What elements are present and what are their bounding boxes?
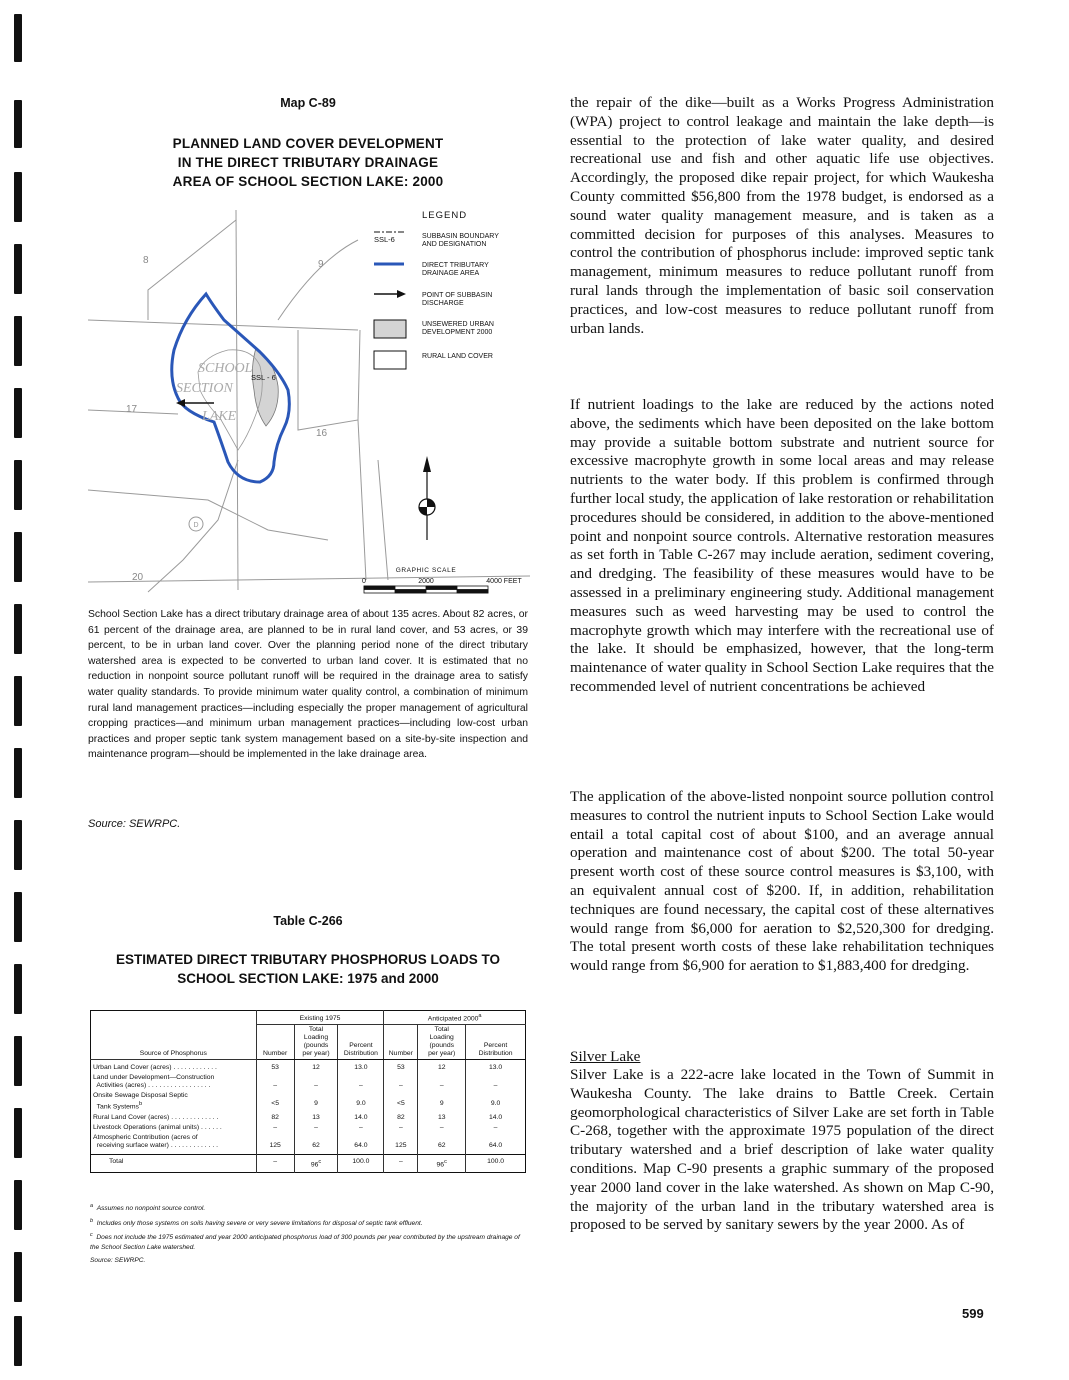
col-number: Number bbox=[384, 1025, 418, 1060]
table-title-line: SCHOOL SECTION LAKE: 1975 and 2000 bbox=[177, 971, 439, 986]
row-value: – bbox=[384, 1123, 418, 1133]
binding-mark bbox=[14, 964, 22, 1014]
page-number: 599 bbox=[962, 1306, 984, 1321]
svg-text:DISCHARGE: DISCHARGE bbox=[422, 300, 464, 307]
scale-mid: 2000 bbox=[418, 578, 434, 585]
binding-mark bbox=[14, 820, 22, 870]
table-notes bbox=[90, 1202, 530, 1268]
row-value: – bbox=[338, 1123, 384, 1133]
row-value: 125 bbox=[384, 1133, 418, 1155]
binding-mark bbox=[14, 892, 22, 942]
col-percent: Percent Distribution bbox=[338, 1025, 384, 1060]
row-value: 9 bbox=[418, 1091, 466, 1112]
svg-text:D: D bbox=[193, 522, 199, 529]
row-value: 125 bbox=[256, 1133, 294, 1155]
legend-subbasin-label: SUBBASIN BOUNDARY bbox=[422, 233, 499, 240]
legend-ssl-symbol: SSL-6 bbox=[374, 235, 395, 244]
row-value: 62 bbox=[294, 1133, 338, 1155]
col-loading: Total Loading (pounds per year) bbox=[294, 1025, 338, 1060]
row-source: Urban Land Cover (acres) . . . . . . . . . . . . bbox=[93, 1064, 217, 1072]
col-loading: Total Loading (pounds per year) bbox=[418, 1025, 466, 1060]
section-number: 9 bbox=[318, 259, 324, 270]
row-value: 9.0 bbox=[338, 1091, 384, 1112]
row-value: 64.0 bbox=[338, 1133, 384, 1155]
lake-label: LAKE bbox=[202, 409, 237, 424]
row-value: 64.0 bbox=[466, 1133, 526, 1155]
body-paragraph-2: If nutrient loadings to the lake are reduced by the actions noted above, the sediments which have been deposited on the lake bottom may provide a suitable bottom substrate and nutrient source for excessive macrophyte growth in some local areas and may release nutrients to the water body. If this problem is confirmed through further local study, the application of lake restoration or rehabilitation procedures should be considered, in addition to the above-mentioned point and nonpoint source controls. Alternative restoration measures as set forth in Table C-267 may include aeration, sediment covering, and dredging. The feasibility of these measures would have to be assessed in a preliminary engineering study. Additional management measures such as weed harvesting may be used to control the macrophyte growth which may interfere with the recreational use of the lake. It should be emphasized, however, that the long-term maintenance of water quality in School Section Lake requires that the recommended level of nutrient concentrations be achieved bbox=[570, 396, 994, 695]
col-source: Source of Phosphorus bbox=[91, 1011, 257, 1060]
row-value: 9 bbox=[294, 1091, 338, 1112]
scale-bar bbox=[364, 586, 488, 593]
north-arrow-icon bbox=[419, 456, 435, 540]
row-value: 13 bbox=[294, 1113, 338, 1123]
body-paragraph-3: The application of the above-listed nonpoint source pollution control measures to control the nutrient inputs to School Section Lake would entail a total capital cost of about $100, and an average annual operation and maintenance cost of about $200. The total 50-year present worth cost of these source control measures is $3,100, with an equivalent annual cost of $200. If, in addition, rehabilitation techniques are found necessary, the capital cost of these alternatives would range from $6,000 for aeration to $2,520,300 for dredging. The total present worth costs of these lake rehabilitation techniques would range from $6,900 for aeration to $1,883,400 for dredging. bbox=[570, 788, 994, 975]
table-source: Source: SEWRPC. bbox=[90, 1256, 146, 1264]
row-value: – bbox=[294, 1073, 338, 1091]
row-source: Rural Land Cover (acres) . . . . . . . . . . . . . bbox=[93, 1113, 219, 1121]
phosphorus-table bbox=[90, 1010, 526, 1173]
binding-mark bbox=[14, 1036, 22, 1086]
map-label: Map C-89 bbox=[280, 96, 336, 110]
binding-mark bbox=[14, 1180, 22, 1230]
legend-tributary-label: DIRECT TRIBUTARY bbox=[422, 262, 489, 269]
row-value: – bbox=[384, 1073, 418, 1091]
row-value: 13.0 bbox=[466, 1060, 526, 1074]
binding-mark bbox=[14, 388, 22, 438]
row-value: 53 bbox=[384, 1060, 418, 1074]
scale-title: GRAPHIC SCALE bbox=[395, 567, 457, 574]
silver-lake-heading: Silver Lake bbox=[570, 1048, 641, 1065]
col-number: Number bbox=[256, 1025, 294, 1060]
row-source: Livestock Operations (animal units) . . . . . . bbox=[93, 1123, 222, 1131]
binding-mark bbox=[14, 1316, 22, 1366]
legend-unsewered-label: UNSEWERED URBAN bbox=[422, 321, 494, 328]
section-number: 20 bbox=[132, 572, 144, 583]
row-value: <5 bbox=[256, 1091, 294, 1112]
table-row bbox=[91, 1123, 526, 1133]
legend-discharge-label: POINT OF SUBBASIN bbox=[422, 292, 493, 299]
rural-symbol-icon bbox=[374, 351, 406, 369]
binding-mark bbox=[14, 14, 22, 62]
row-value: <5 bbox=[384, 1091, 418, 1112]
scale-end: 4000 FEET bbox=[486, 578, 522, 585]
row-value: 13 bbox=[418, 1113, 466, 1123]
body-paragraph-1: the repair of the dike—built as a Works Progress Administration (WPA) project to control leakage and maintain the lake depth—is essential to the protection of lake water quality, and desired recreational use and fish and other aquatic life use objectives. Accordingly, the proposed dike repair project, for which Waukesha County committed $56,800 from the 1978 budget, is endorsed as a sound water quality management measure, and is taken as a committed decision for purposes of this analyses. Measures to control the contribution of phosphorus include: improved septic tank management, minimum measures to reduce pollutant runoff from rural lands through the implementation of basic soil conservation practices, and low-cost measures to reduce pollutant runoff from urban lands. bbox=[570, 94, 994, 337]
row-value: – bbox=[466, 1123, 526, 1133]
row-value: 9.0 bbox=[466, 1091, 526, 1112]
table-title-line: ESTIMATED DIRECT TRIBUTARY PHOSPHORUS LOADS TO bbox=[115, 952, 501, 967]
binding-mark bbox=[14, 676, 22, 726]
group-anticipated: Anticipated 2000$^a$ bbox=[384, 1011, 526, 1025]
binding-mark bbox=[14, 244, 22, 294]
row-value: – bbox=[256, 1123, 294, 1133]
map-title-line: PLANNED LAND COVER DEVELOPMENT bbox=[172, 136, 444, 151]
row-value: – bbox=[338, 1073, 384, 1091]
table-row bbox=[91, 1060, 526, 1074]
row-value: 12 bbox=[418, 1060, 466, 1074]
svg-text:DEVELOPMENT 2000: DEVELOPMENT 2000 bbox=[422, 329, 493, 336]
row-value: – bbox=[256, 1073, 294, 1091]
svg-text:DRAINAGE AREA: DRAINAGE AREA bbox=[422, 270, 480, 277]
binding-mark bbox=[14, 748, 22, 798]
row-value: – bbox=[418, 1073, 466, 1091]
legend-rural-label: RURAL LAND COVER bbox=[422, 353, 493, 360]
legend-title: LEGEND bbox=[422, 210, 468, 221]
row-value: – bbox=[466, 1073, 526, 1091]
binding-mark bbox=[14, 1108, 22, 1158]
row-value: – bbox=[294, 1123, 338, 1133]
binding-mark bbox=[14, 604, 22, 654]
binding-mark bbox=[14, 316, 22, 366]
table-row bbox=[91, 1091, 526, 1112]
row-value: 62 bbox=[418, 1133, 466, 1155]
section-number: 16 bbox=[316, 428, 328, 439]
row-value: 53 bbox=[256, 1060, 294, 1074]
map-title-line: IN THE DIRECT TRIBUTARY DRAINAGE bbox=[177, 155, 439, 170]
svg-text:AND DESIGNATION: AND DESIGNATION bbox=[422, 241, 487, 248]
map-caption: School Section Lake has a direct tributary drainage area of about 135 acres. About 82 acres, or 61 percent of the drainage area, are planned to be in rural land cover, and 53 acres, or 39 percent, to be in urban land cover. Over the planning period none of the direct tributary watershed area is expected to be converted to urban land cover. It is estimated that no reduction in nonpoint source pollutant runoff will be required in the drainage area to satisfy water quality standards. To provide minimum water quality control, a combination of minimum rural land management practices—including especially the proper management of agricultural cropping practices—and minimum urban management practices—including low-cost urban practices and proper septic tank system management based on a site-by-site inspection and maintenance program—should be implemented in the lake drainage area. bbox=[88, 609, 528, 761]
row-value: 14.0 bbox=[338, 1113, 384, 1123]
unsewered-symbol-icon bbox=[374, 320, 406, 338]
binding-mark bbox=[14, 532, 22, 582]
binding-mark bbox=[14, 460, 22, 510]
row-source: Atmospheric Contribution (acres of receiving surface water) . . . . . . . . . . . . . bbox=[93, 1133, 219, 1149]
body-paragraph-4: Silver Lake is a 222-acre lake located in the Town of Summit in Waukesha County. The lake drains to Battle Creek. Certain geomorphological characteristics of Silver Lake are set forth in Table C-268, together with the approximate 1975 population of the direct tributary watershed and a brief description of lake water quality conditions. Map C-90 presents a graphic summary of the proposed year 2000 land cover in the lake watershed. As shown on Map C-90, the majority of the urban land in the tributary watershed area is proposed to be served by sanitary sewers by the year 2000. As of bbox=[570, 1066, 994, 1234]
row-source: Land under Development—Construction Activities (acres) . . . . . . . . . . . . . . . . . bbox=[93, 1074, 215, 1090]
row-value: 12 bbox=[294, 1060, 338, 1074]
table-total-row: Total – 96$^c$ 100.0 – 96$^c$ 100.0 bbox=[91, 1154, 526, 1172]
col-percent: Percent Distribution bbox=[466, 1025, 526, 1060]
land-cover-map bbox=[88, 200, 530, 602]
binding-mark bbox=[14, 1252, 22, 1302]
table-note: $^a$ Assumes no nonpoint source control. bbox=[90, 1203, 206, 1213]
table-note: $^b$ Includes only those systems on soils having severe or very severe limitations for disposal of septic tank effluent. bbox=[90, 1217, 423, 1227]
table-label: Table C-266 bbox=[273, 914, 343, 928]
map-title bbox=[88, 134, 528, 191]
row-source: Onsite Sewage Disposal Septic Tank Systems$^b$ bbox=[93, 1092, 188, 1111]
basin-label: SSL - 6 bbox=[251, 373, 276, 382]
row-value: 14.0 bbox=[466, 1113, 526, 1123]
table-note: $^c$ Does not include the 1975 estimated and year 2000 anticipated phosphorus load of 300 pounds per year contributed by the upstream drainage of the School Section Lake watershed. bbox=[90, 1232, 520, 1252]
table-row bbox=[91, 1073, 526, 1091]
row-value: 13.0 bbox=[338, 1060, 384, 1074]
lake-label: SECTION bbox=[176, 381, 233, 396]
row-value: 82 bbox=[384, 1113, 418, 1123]
binding-mark bbox=[14, 172, 22, 222]
lake-label: SCHOOL bbox=[198, 361, 253, 376]
table-title bbox=[88, 950, 528, 988]
table-row bbox=[91, 1113, 526, 1123]
group-existing: Existing 1975 bbox=[256, 1011, 384, 1025]
row-value: – bbox=[418, 1123, 466, 1133]
section-number: 8 bbox=[143, 255, 149, 266]
map-title-line: AREA OF SCHOOL SECTION LAKE: 2000 bbox=[172, 174, 444, 189]
map-source: Source: SEWRPC. bbox=[88, 818, 181, 830]
scale-zero: 0 bbox=[362, 578, 366, 585]
binding-mark bbox=[14, 100, 22, 148]
table-row bbox=[91, 1133, 526, 1155]
phosphorus-table-wrap bbox=[90, 1010, 526, 1173]
row-value: 82 bbox=[256, 1113, 294, 1123]
section-number: 17 bbox=[126, 404, 138, 415]
